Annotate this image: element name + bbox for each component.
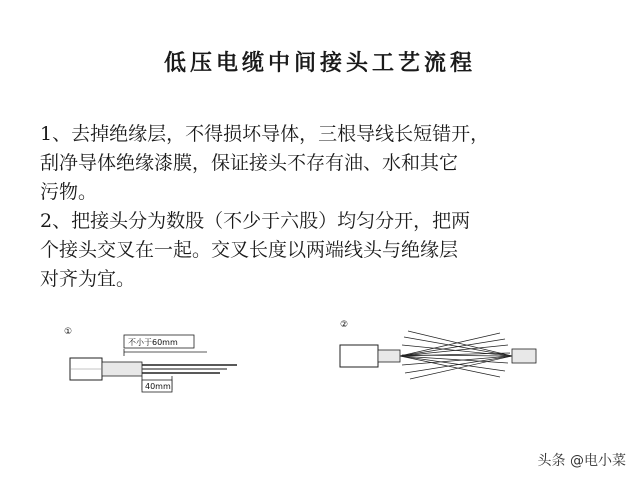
dimension-label-bottom: 40mm [145, 382, 171, 391]
dimension-label-top: 不小于60mm [128, 338, 178, 347]
step-2-line-1: 2、把接头分为数股（不少于六股）均匀分开，把两 [40, 210, 471, 232]
step-1-line-2: 刮净导体绝缘漆膜，保证接头不存有油、水和其它 [40, 152, 459, 174]
step-2-line-2: 个接头交叉在一起。交叉长度以两端线头与绝缘层 [40, 239, 459, 261]
step-1-text [40, 120, 620, 207]
figure-2-marker: ② [340, 320, 349, 330]
step-2-line-3: 对齐为宜。 [40, 268, 136, 290]
figure-crossed-strands [330, 315, 550, 385]
step-1-line-1: 1、去掉绝缘层，不得损坏导体，三根导线长短错开， [40, 123, 490, 145]
figure-1-marker: ① [64, 327, 73, 337]
figure-stripped-conductor [62, 318, 262, 398]
step-1-line-3: 污物。 [40, 181, 98, 203]
step-2-text [40, 207, 620, 294]
page-title: 低压电缆中间接头工艺流程 [163, 51, 476, 76]
source-watermark: 头条 @电小菜 [537, 453, 626, 469]
